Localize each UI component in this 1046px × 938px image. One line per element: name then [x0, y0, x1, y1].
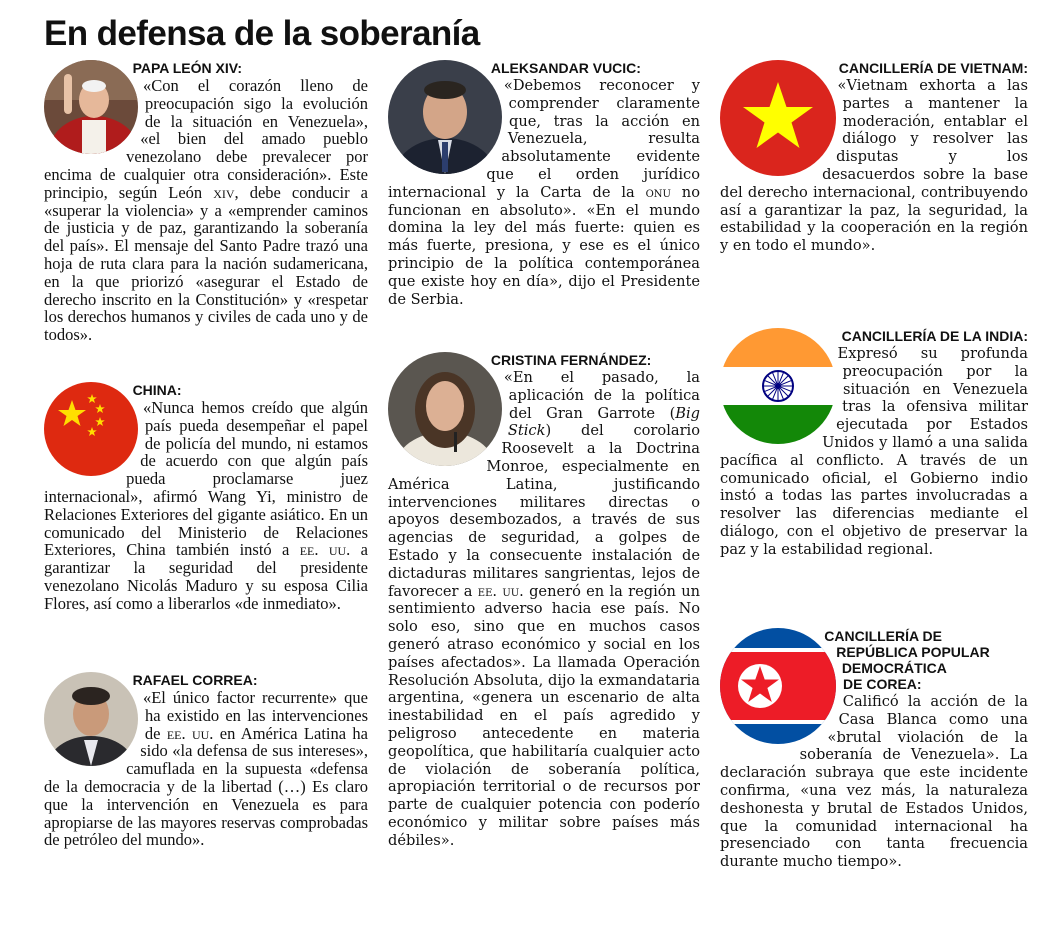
quote-text: Expresó su profunda preocupación por la situación en Venezuela tras la ofensiva militar ejecutada por Estados Unidos y llamó a una salida pacífica al conflicto. A través de un comunicado oficial, el Gobierno indio instó a todas las partes involucradas a resolver las diferencias mediante el diálogo, con el objetivo de preservar la paz y la estabilidad regional. — [720, 345, 1028, 558]
column-2 — [388, 60, 700, 850]
speaker-name: CANCILLERÍA DE REPÚBLICA POPULAR DEMOCRÁTICA DE COREA: — [824, 628, 990, 692]
speaker-name: CHINA: — [132, 382, 182, 398]
headline: En defensa de la soberanía — [44, 14, 480, 53]
flag-field — [44, 382, 138, 476]
speaker-name: ALEKSANDAR VUCIC: — [490, 60, 641, 76]
speaker-name: RAFAEL CORREA: — [132, 672, 258, 688]
quote-text: «El único factor recurrente» que ha existido en las intervenciones de ee. uu. en América Latina ha sido «la defensa de sus intereses», camuflada en la supuesta «defensa de la democracia y de la libertad (…) Es claro que la intervención en Venezuela es para apropiarse de las mayores reservas comprobadas de petróleo del mundo». — [44, 688, 368, 850]
entry-cristina-fernandez — [388, 352, 700, 850]
entry-vietnam — [720, 60, 1028, 328]
entry-papa-leon — [44, 60, 368, 382]
india-flag-icon — [720, 328, 836, 444]
entry-china — [44, 382, 368, 672]
entry-india — [720, 328, 1028, 628]
speaker-name: CRISTINA FERNÁNDEZ: — [490, 352, 652, 368]
column-3 — [720, 60, 1028, 871]
speaker-name: PAPA LEÓN XIV: — [132, 60, 242, 76]
pope-portrait — [44, 60, 138, 154]
quote-text: «Con el corazón lleno de preocupación sigo la evolución de la situación en Venezuela», «el bien del amado pueblo venezolano debe prevalecer por encima de cualquier otra consideración». Este principio, según León xiv, debe conducir a «superar la violencia» y a «emprender caminos de justicia y de paz, garantizando la soberanía del país». El mensaje del Santo Padre trazó una hoja de ruta clara para la nación sudamericana, en la que priorizó «asegurar el Estado de derecho inscrito en la Constitución» y «respetar los derechos humanos y civiles de cada uno y de todos». — [44, 76, 368, 345]
north-korea-flag-icon — [720, 628, 836, 744]
column-1 — [44, 60, 368, 849]
entry-rafael-correa — [44, 672, 368, 849]
quote-text: «Vietnam exhorta a las partes a mantener la moderación, entablar el diálogo y resolver las disputas y los desacuerdos sobre la base del derecho internacional, contribuyendo así a garantizar la paz, la seguridad, la estabilidad y la cooperación en la región y en todo el mundo». — [720, 77, 1028, 255]
vucic-portrait — [388, 60, 502, 174]
correa-portrait — [44, 672, 138, 766]
quote-text: «En el pasado, la aplicación de la política del Gran Garrote (Big Stick) del corolario Roosevelt a la Doctrina Monroe, especialmente en América Latina, justificando intervenciones militares directas o apoyos desembozados, a través de sus agencias de seguridad, a golpes de Estado y la consecuente instalación de dictaduras militares sangrientas, lejos de favorecer a ee. uu. generó en la región un sentimiento adverso hacia ese país. No solo eso, sino que en muchos casos generó atraso económico y social en los países afectados». La llamada Operación Resolución Absoluta, dijo la exmandataria argentina, «genera un escenario de alta inestabilidad en el país agredido y peligroso antecedente en materia geopolítica, que habilitaría cualquier acto de violación de soberanía política, apropiación territorial o de recursos por parte de cualquier potencia con poderío económico y militar sobre países más débiles». — [388, 369, 700, 849]
quote-text: «Debemos reconocer y comprender claramente que, tras la acción en Venezuela, resulta absolutamente evidente que el orden jurídico internacional y la Carta de la onu no funcionan en absoluto». «En el mundo domina la ley del más fuerte: quien es más fuerte, presiona, y ese es el único principio de la política contemporánea que existe hoy en día», dijo el Presidente de Serbia. — [388, 77, 700, 308]
quote-text: Calificó la acción de la Casa Blanca como una «brutal violación de la soberanía de Venezuela». La declaración subraya que este incidente confirma, «una vez más, la naturaleza deshonesta y brutal de Estados Unidos, que la comunidad internacional ha presenciado con tanta frecuencia durante mucho tiempo». — [720, 693, 1028, 871]
china-flag-icon — [44, 382, 138, 476]
speaker-name: CANCILLERÍA DE LA INDIA: — [841, 328, 1028, 344]
quote-text: «Nunca hemos creído que algún país pueda desempeñar el papel de policía del mundo, ni estamos de acuerdo con que algún país pueda proclamarse juez internacional», afirmó Wang Yi, ministro de Relaciones Exteriores del gigante asiático. En un comunicado del Ministerio de Relaciones Exteriores, China también instó a ee. uu. a garantizar la seguridad del presidente venezolano Nicolás Maduro y su esposa Cilia Flores, así como a liberarlos «de inmediato». — [44, 398, 368, 613]
speaker-name: CANCILLERÍA DE VIETNAM: — [838, 60, 1028, 76]
vietnam-flag-icon — [720, 60, 836, 176]
entry-corea — [720, 628, 1028, 871]
entry-aleksandar-vucic — [388, 60, 700, 352]
cristina-portrait — [388, 352, 502, 466]
